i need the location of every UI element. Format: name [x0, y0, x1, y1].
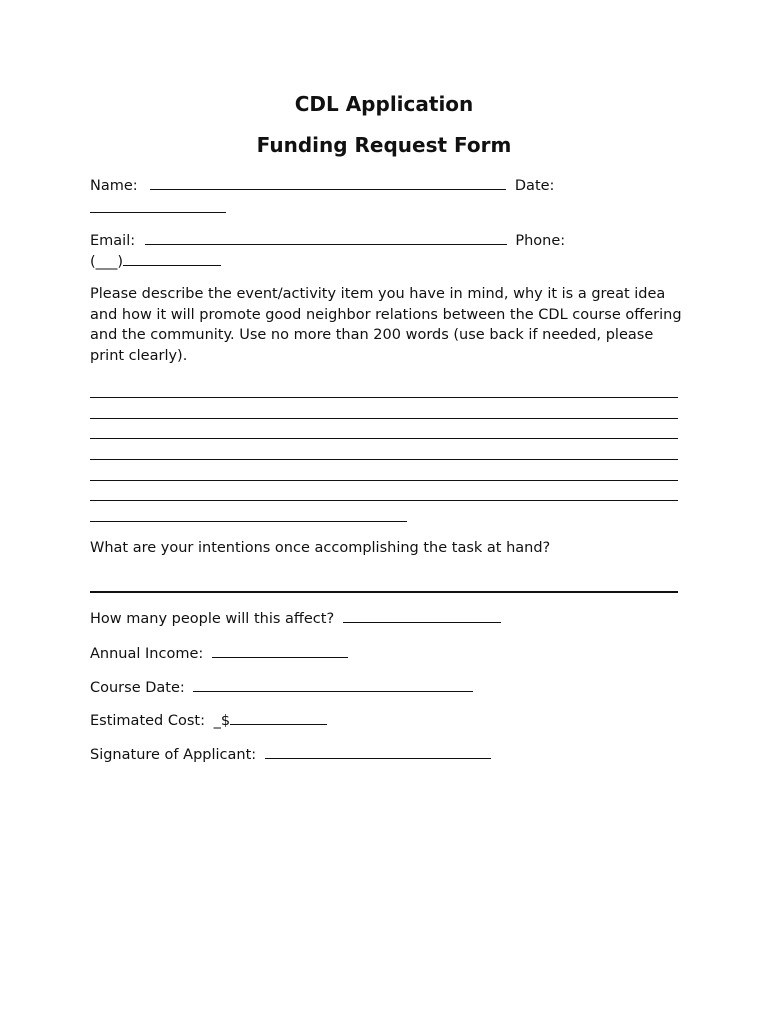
description-line[interactable] — [90, 418, 678, 419]
intentions-line[interactable] — [90, 591, 678, 593]
email-field[interactable] — [145, 230, 507, 245]
people-row — [90, 608, 501, 627]
description-prompt: Please describe the event/activity item you have in mind, why it is a great idea and how it will promote good neighbor relations between the CDL course offering and the community. Use no more than 200 words (use back if needed, please print clearly). — [90, 286, 682, 364]
income-label: Annual Income: — [90, 646, 204, 662]
course-date-label: Course Date: — [90, 680, 185, 696]
income-field[interactable] — [212, 643, 348, 658]
intentions-prompt: What are your intentions once accomplishing the task at hand? — [90, 540, 551, 556]
people-label: How many people will this affect? — [90, 611, 335, 627]
name-label: Name: — [90, 178, 138, 194]
name-field[interactable] — [150, 175, 506, 190]
description-line[interactable] — [90, 480, 678, 481]
signature-field[interactable] — [265, 744, 491, 759]
course-date-field[interactable] — [193, 677, 473, 692]
phone-field[interactable] — [123, 251, 221, 266]
phone-row — [90, 251, 221, 270]
date-row — [90, 198, 226, 217]
description-line[interactable] — [90, 438, 678, 439]
description-line[interactable] — [90, 397, 678, 398]
form-subtitle: Funding Request Form — [256, 133, 512, 157]
email-phone-row — [90, 230, 565, 249]
cost-prefix: _$ — [213, 713, 231, 729]
name-date-row — [90, 175, 554, 194]
signature-row — [90, 744, 491, 763]
email-label: Email: — [90, 233, 136, 249]
course-date-row — [90, 677, 473, 696]
phone-label: Phone: — [515, 233, 566, 249]
date-field[interactable] — [90, 198, 226, 213]
description-line[interactable] — [90, 500, 678, 501]
cost-field[interactable] — [230, 710, 327, 725]
signature-label: Signature of Applicant: — [90, 747, 257, 763]
cost-row — [90, 710, 327, 729]
description-line[interactable] — [90, 521, 407, 522]
phone-prefix: (___) — [90, 254, 124, 270]
cost-label: Estimated Cost: — [90, 713, 205, 729]
income-row — [90, 643, 348, 662]
date-label: Date: — [514, 178, 555, 194]
people-field[interactable] — [343, 608, 501, 623]
form-title: CDL Application — [294, 92, 474, 116]
description-line[interactable] — [90, 459, 678, 460]
